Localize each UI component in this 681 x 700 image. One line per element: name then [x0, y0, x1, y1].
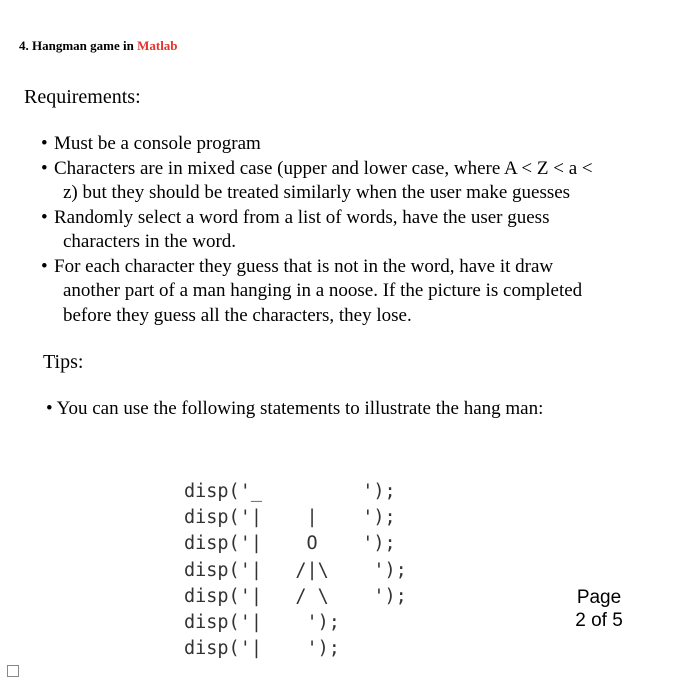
requirement-text-continued: characters in the word.: [63, 231, 237, 252]
code-line: disp('| /|\ ');: [184, 559, 407, 581]
heading-number: 4. Hangman game in: [19, 38, 138, 53]
tip-text: You can use the following statements to illustrate the hang man:: [56, 398, 544, 419]
list-item: [40, 206, 660, 255]
requirement-text: Randomly select a word from a list of words, have the user guess: [54, 206, 550, 228]
bullet-icon: •: [41, 157, 48, 179]
bullet-icon: •: [41, 255, 48, 277]
requirement-text-continued: another part of a man hanging in a noose. If the picture is completed: [63, 280, 583, 301]
list-item: [40, 255, 660, 329]
checkbox[interactable]: [7, 665, 19, 677]
requirement-text-continued: before they guess all the characters, they lose.: [63, 304, 412, 326]
list-item: [40, 132, 660, 157]
heading-highlight: Matlab: [137, 38, 178, 53]
requirements-list: [40, 132, 660, 328]
bullet-icon: •: [41, 206, 48, 228]
page-count: 2 of 5: [575, 610, 623, 631]
bullet-icon: •: [46, 398, 53, 419]
code-line: disp('| | ');: [184, 507, 396, 529]
requirement-text: For each character they guess that is not in the word, have it draw: [54, 255, 554, 277]
page-indicator: [560, 586, 638, 632]
requirement-text-continued: z) but they should be treated similarly when the user make guesses: [63, 182, 571, 203]
tip-item: [46, 398, 543, 420]
list-item: [40, 157, 660, 206]
requirement-text: Characters are in mixed case (upper and lower case, where A < Z < a <: [54, 157, 593, 179]
page-label: Page: [576, 587, 622, 608]
tips-label: Tips:: [43, 351, 84, 373]
bullet-icon: •: [41, 133, 48, 154]
section-heading: [19, 38, 178, 54]
requirement-text: Must be a console program: [54, 133, 261, 154]
code-line: disp('_ ');: [184, 481, 396, 502]
code-line: disp('| ');: [184, 612, 340, 634]
code-block: [184, 479, 407, 662]
code-line: disp('| / \ ');: [184, 585, 407, 607]
code-line: disp('| ');: [184, 638, 340, 660]
requirements-label: Requirements:: [24, 86, 141, 108]
code-line: disp('| O ');: [184, 533, 396, 555]
